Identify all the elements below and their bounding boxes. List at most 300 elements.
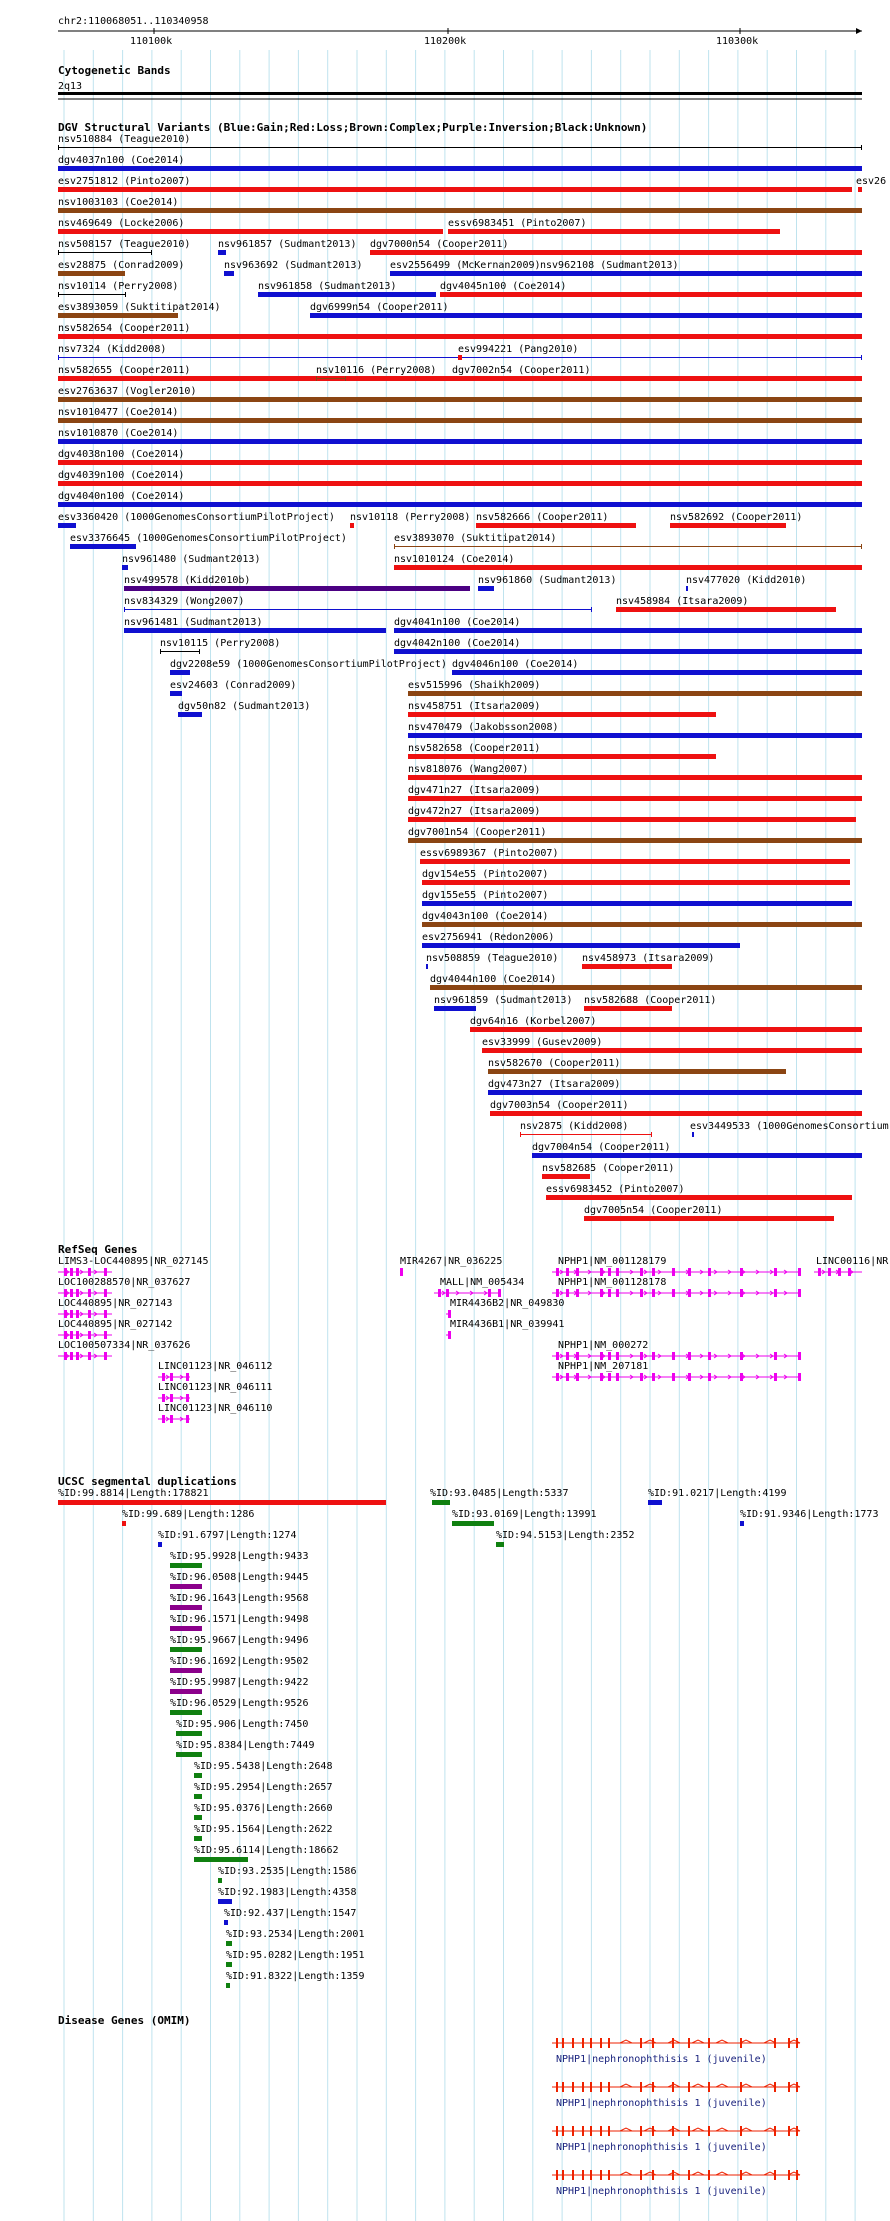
gene-exon <box>652 2126 654 2136</box>
dgv-feature-label: nsv1010870 (Coe2014) <box>58 428 179 439</box>
gene-exon <box>672 1268 675 1276</box>
gene-exon <box>672 1352 675 1360</box>
dgv-feature-label: dgv473n27 (Itsara2009) <box>488 1079 621 1090</box>
dgv-feature-label: nsv2875 (Kidd2008) <box>520 1121 629 1132</box>
gene-exon <box>556 1289 559 1297</box>
refseq-gene-model[interactable] <box>552 1373 801 1381</box>
dgv-variant-bar[interactable] <box>58 460 862 465</box>
dgv-variant-bar[interactable] <box>390 271 540 276</box>
dgv-variant-cap <box>58 355 59 360</box>
segdup-feature-label: %ID:96.1571|Length:9498 <box>170 1614 309 1625</box>
refseq-gene-label: LINC01123|NR_046111 <box>158 1382 273 1393</box>
gene-exon <box>608 1373 611 1381</box>
gene-exon <box>582 2082 584 2092</box>
segdup-bar[interactable] <box>122 1521 126 1526</box>
gene-exon <box>556 2170 558 2180</box>
dgv-variant-bar[interactable] <box>408 754 716 759</box>
segdup-feature-label: %ID:95.2954|Length:2657 <box>194 1782 333 1793</box>
dgv-variant-bar[interactable] <box>582 964 672 969</box>
dgv-variant-bar[interactable] <box>58 208 862 213</box>
segdup-bar[interactable] <box>176 1752 202 1757</box>
ruler-tick-label: 110200k <box>424 36 467 47</box>
segdup-feature-label: %ID:95.0282|Length:1951 <box>226 1950 365 1961</box>
dgv-variant-bar[interactable] <box>422 943 740 948</box>
dgv-variant-bar[interactable] <box>422 880 850 885</box>
dgv-variant-bar[interactable] <box>58 502 862 507</box>
cytoband-bar[interactable] <box>58 92 862 95</box>
dgv-variant-bar[interactable] <box>58 418 862 423</box>
segdup-bar[interactable] <box>170 1710 202 1715</box>
gene-exon <box>186 1415 189 1423</box>
dgv-variant-bar[interactable] <box>408 775 862 780</box>
dgv-variant-bar[interactable] <box>452 670 862 675</box>
dgv-variant-bar[interactable] <box>58 334 862 339</box>
segdup-bar[interactable] <box>452 1521 494 1526</box>
refseq-gene-model[interactable] <box>446 1310 451 1318</box>
dgv-variant-bar[interactable] <box>58 523 76 528</box>
gene-exon <box>672 2170 674 2180</box>
dgv-variant-bar[interactable] <box>408 838 862 843</box>
dgv-variant-bar[interactable] <box>420 859 850 864</box>
dgv-variant-bar[interactable] <box>858 187 862 192</box>
gene-exon <box>562 2170 564 2180</box>
dgv-variant-bar[interactable] <box>422 901 852 906</box>
segdup-feature-label: %ID:92.1983|Length:4358 <box>218 1887 357 1898</box>
omim-gene-label: NPHP1|nephronophthisis 1 (juvenile) <box>556 2142 767 2153</box>
dgv-feature-label: nsv1003103 (Coe2014) <box>58 197 179 208</box>
dgv-variant-bar[interactable] <box>478 586 494 591</box>
dgv-variant-bar[interactable] <box>422 922 862 927</box>
dgv-feature-label: esv2751812 (Pinto2007) <box>58 176 191 187</box>
gene-exon <box>688 1289 691 1297</box>
segdup-bar[interactable] <box>158 1542 162 1547</box>
dgv-variant-cap <box>316 376 317 381</box>
dgv-track <box>58 121 889 1221</box>
segdup-feature-label: %ID:93.0485|Length:5337 <box>430 1488 569 1499</box>
gene-exon <box>796 2170 798 2180</box>
gene-exon <box>556 2126 558 2136</box>
refseq-gene-model[interactable] <box>434 1289 501 1297</box>
segdup-bar[interactable] <box>176 1731 202 1736</box>
dgv-feature-label: dgv4043n100 (Coe2014) <box>422 911 549 922</box>
segdup-feature-label: %ID:93.2535|Length:1586 <box>218 1866 357 1877</box>
segdup-bar[interactable] <box>218 1899 232 1904</box>
gene-exon <box>774 1373 777 1381</box>
dgv-variant-cap <box>58 145 59 150</box>
dgv-variant-bar[interactable] <box>350 523 354 528</box>
dgv-feature-label: nsv10115 (Perry2008) <box>160 638 281 649</box>
dgv-variant-bar[interactable] <box>394 649 862 654</box>
gene-exon <box>70 1331 73 1339</box>
gene-exon <box>104 1289 107 1297</box>
dgv-variant-cap <box>394 544 395 549</box>
gene-exon <box>818 1268 821 1276</box>
dgv-variant-bar[interactable] <box>124 609 592 610</box>
gene-exon <box>76 1331 79 1339</box>
dgv-feature-label: nsv582692 (Cooper2011) <box>670 512 803 523</box>
dgv-feature-label: nsv499578 (Kidd2010b) <box>124 575 251 586</box>
gene-exon <box>556 1352 559 1360</box>
gene-exon <box>590 2082 592 2092</box>
gene-exon <box>616 1289 619 1297</box>
gene-exon <box>688 2038 690 2048</box>
segdup-bar[interactable] <box>194 1773 202 1778</box>
gene-exon <box>608 1268 611 1276</box>
dgv-variant-cap <box>651 1132 652 1137</box>
omim-gene-model[interactable] <box>552 2126 800 2136</box>
refseq-gene-label: NPHP1|NM_000272 <box>558 1340 649 1351</box>
gene-exon <box>708 1268 711 1276</box>
gene-exon <box>774 2170 776 2180</box>
dgv-variant-bar[interactable] <box>692 1132 694 1137</box>
dgv-variant-bar[interactable] <box>490 1111 862 1116</box>
refseq-gene-model[interactable] <box>58 1268 112 1276</box>
gene-exon <box>798 1268 801 1276</box>
gene-exon <box>600 1268 603 1276</box>
dgv-feature-label: esv33999 (Gusev2009) <box>482 1037 603 1048</box>
refseq-gene-model[interactable] <box>158 1415 190 1423</box>
dgv-feature-label: nsv458984 (Itsara2009) <box>616 596 749 607</box>
gene-exon <box>582 2126 584 2136</box>
dgv-track-title[interactable]: DGV Structural Variants (Blue:Gain;Red:Loss;Brown:Complex;Purple:Inversion;Black:Unknown) <box>58 121 648 134</box>
segdup-bar[interactable] <box>432 1500 450 1505</box>
dgv-feature-label: dgv2208e59 (1000GenomesConsortiumPilotProject) <box>170 659 447 670</box>
gene-exon <box>616 1268 619 1276</box>
dgv-variant-bar[interactable] <box>58 147 862 148</box>
segdup-bar[interactable] <box>170 1563 202 1568</box>
gene-exon <box>572 2126 574 2136</box>
gene-exon <box>838 1268 841 1276</box>
segdup-bar[interactable] <box>648 1500 662 1505</box>
gene-exon <box>576 1352 579 1360</box>
gene-exon <box>688 1268 691 1276</box>
gene-exon <box>708 2082 710 2092</box>
dgv-variant-bar[interactable] <box>540 271 862 276</box>
gene-exon <box>600 1373 603 1381</box>
refseq-gene-model[interactable] <box>446 1331 451 1339</box>
segdup-bar[interactable] <box>170 1626 202 1631</box>
gene-exon <box>708 2170 710 2180</box>
gene-exon <box>740 1352 743 1360</box>
dgv-variant-bar[interactable] <box>532 1153 862 1158</box>
segdup-bar[interactable] <box>218 1878 222 1883</box>
refseq-gene-model[interactable] <box>400 1268 403 1276</box>
refseq-gene-model[interactable] <box>58 1352 112 1360</box>
dgv-variant-bar[interactable] <box>408 817 856 822</box>
gene-exon <box>562 2082 564 2092</box>
refseq-gene-model[interactable] <box>58 1331 112 1339</box>
dgv-variant-bar[interactable] <box>408 796 862 801</box>
dgv-feature-label: nsv469649 (Locke2006) <box>58 218 185 229</box>
omim-gene-model[interactable] <box>552 2038 800 2048</box>
gene-exon <box>88 1331 91 1339</box>
dgv-variant-bar[interactable] <box>258 292 436 297</box>
dgv-variant-bar[interactable] <box>58 187 852 192</box>
omim-gene-label: NPHP1|nephronophthisis 1 (juvenile) <box>556 2098 767 2109</box>
segdup-feature-label: %ID:96.0508|Length:9445 <box>170 1572 309 1583</box>
dgv-variant-bar[interactable] <box>58 252 152 253</box>
gene-exon <box>708 1352 711 1360</box>
dgv-variant-bar[interactable] <box>58 229 443 234</box>
dgv-variant-bar[interactable] <box>394 565 862 570</box>
dgv-variant-bar[interactable] <box>476 523 636 528</box>
dgv-feature-label: dgv4045n100 (Coe2014) <box>440 281 567 292</box>
gene-exon <box>608 2082 610 2092</box>
dgv-variant-cap <box>591 607 592 612</box>
segdup-bar[interactable] <box>170 1668 202 1673</box>
segdup-feature-label: %ID:91.8322|Length:1359 <box>226 1971 365 1982</box>
dgv-variant-bar[interactable] <box>310 313 862 318</box>
dgv-variant-bar[interactable] <box>434 1006 476 1011</box>
refseq-gene-model[interactable] <box>158 1394 190 1402</box>
dgv-feature-label: esv994221 (Pang2010) <box>458 344 579 355</box>
dgv-variant-bar[interactable] <box>686 586 688 591</box>
gene-exon <box>88 1289 91 1297</box>
dgv-feature-label: nsv470479 (Jakobsson2008) <box>408 722 559 733</box>
dgv-variant-cap <box>58 250 59 255</box>
dgv-variant-bar[interactable] <box>124 586 470 591</box>
segdup-feature-label: %ID:95.9667|Length:9496 <box>170 1635 309 1646</box>
segdup-bar[interactable] <box>226 1941 232 1946</box>
segdup-bar[interactable] <box>496 1542 504 1547</box>
dgv-variant-bar[interactable] <box>58 481 862 486</box>
gene-exon <box>76 1268 79 1276</box>
dgv-feature-label: nsv582670 (Cooper2011) <box>488 1058 621 1069</box>
refseq-gene-model[interactable] <box>158 1373 190 1381</box>
dgv-variant-bar[interactable] <box>316 378 346 379</box>
dgv-variant-bar[interactable] <box>122 565 128 570</box>
dgv-variant-bar[interactable] <box>224 271 234 276</box>
segdup-feature-label: %ID:95.5438|Length:2648 <box>194 1761 333 1772</box>
dgv-variant-bar[interactable] <box>670 523 786 528</box>
gene-exon <box>590 2126 592 2136</box>
cytoband-track-title[interactable]: Cytogenetic Bands <box>58 64 171 77</box>
gene-exon <box>788 2126 790 2136</box>
gene-exon <box>446 1289 449 1297</box>
dgv-variant-bar[interactable] <box>546 1195 852 1200</box>
dgv-feature-label: nsv818076 (Wang2007) <box>408 764 529 775</box>
dgv-feature-label: nsv477020 (Kidd2010) <box>686 575 807 586</box>
dgv-feature-label: nsv508157 (Teague2010) <box>58 239 191 250</box>
gene-exon <box>566 1352 569 1360</box>
refseq-gene-label: LOC440895|NR_027143 <box>58 1298 173 1309</box>
segdup-track-title[interactable]: UCSC segmental duplications <box>58 1475 237 1488</box>
dgv-variant-bar[interactable] <box>124 628 386 633</box>
refseq-gene-model[interactable] <box>58 1289 112 1297</box>
dgv-variant-bar[interactable] <box>58 271 125 276</box>
gene-exon <box>162 1415 165 1423</box>
dgv-variant-bar[interactable] <box>440 292 862 297</box>
dgv-variant-bar[interactable] <box>370 250 862 255</box>
dgv-variant-bar[interactable] <box>408 691 862 696</box>
omim-track-title[interactable]: Disease Genes (OMIM) <box>58 2014 191 2027</box>
refseq-gene-label: LINC00116|NR <box>816 1256 889 1267</box>
segdup-feature-label: %ID:95.906|Length:7450 <box>176 1719 309 1730</box>
dgv-variant-cap <box>861 355 862 360</box>
segdup-bar[interactable] <box>224 1920 228 1925</box>
refseq-gene-label: NPHP1|NM_001128178 <box>558 1277 667 1288</box>
gene-exon <box>652 1373 655 1381</box>
refseq-track-title[interactable]: RefSeq Genes <box>58 1243 138 1256</box>
gene-exon <box>582 2038 584 2048</box>
segdup-bar[interactable] <box>170 1689 202 1694</box>
dgv-variant-bar[interactable] <box>488 1069 786 1074</box>
refseq-gene-model[interactable] <box>58 1310 112 1318</box>
dgv-feature-label: dgv471n27 (Itsara2009) <box>408 785 541 796</box>
segdup-bar[interactable] <box>194 1815 202 1820</box>
segdup-bar[interactable] <box>226 1962 232 1967</box>
segdup-bar[interactable] <box>58 1500 386 1505</box>
gene-exon <box>64 1331 67 1339</box>
refseq-track <box>58 1243 889 1423</box>
dgv-variant-bar[interactable] <box>170 670 190 675</box>
segdup-bar[interactable] <box>194 1857 248 1862</box>
gene-exon <box>796 2038 798 2048</box>
dgv-feature-label: nsv510884 (Teague2010) <box>58 134 191 145</box>
dgv-variant-bar[interactable] <box>58 313 178 318</box>
dgv-feature-label: nsv961857 (Sudmant2013) <box>218 239 357 250</box>
gene-exon <box>64 1352 67 1360</box>
refseq-gene-label: LIMS3-LOC440895|NR_027145 <box>58 1256 209 1267</box>
refseq-gene-label: NPHP1|NM_001128179 <box>558 1256 667 1267</box>
refseq-gene-label: LOC440895|NR_027142 <box>58 1319 173 1330</box>
dgv-variant-bar[interactable] <box>584 1006 672 1011</box>
dgv-variant-bar[interactable] <box>616 607 836 612</box>
dgv-variant-bar[interactable] <box>178 712 202 717</box>
dgv-feature-label: dgv4041n100 (Coe2014) <box>394 617 521 628</box>
gene-exon <box>64 1310 67 1318</box>
dgv-feature-label: dgv154e55 (Pinto2007) <box>422 869 549 880</box>
segdup-bar[interactable] <box>226 1983 230 1988</box>
gene-exon <box>170 1415 173 1423</box>
dgv-variant-bar[interactable] <box>218 250 226 255</box>
dgv-variant-bar[interactable] <box>426 964 428 969</box>
dgv-variant-bar[interactable] <box>470 1027 862 1032</box>
refseq-gene-label: MIR4436B2|NR_049830 <box>450 1298 565 1309</box>
cytoband-label: 2q13 <box>58 81 83 92</box>
gene-exon <box>600 2170 602 2180</box>
segdup-bar[interactable] <box>194 1836 202 1841</box>
gene-exon <box>600 2126 602 2136</box>
dgv-variant-bar[interactable] <box>584 1216 834 1221</box>
dgv-variant-bar[interactable] <box>488 1090 862 1095</box>
dgv-variant-bar[interactable] <box>170 691 182 696</box>
dgv-feature-label: nsv834329 (Wong2007) <box>124 596 245 607</box>
gene-exon <box>104 1352 107 1360</box>
dgv-feature-label: esv515996 (Shaikh2009) <box>408 680 541 691</box>
gene-exon <box>170 1373 173 1381</box>
dgv-variant-bar[interactable] <box>430 985 862 990</box>
dgv-variant-bar[interactable] <box>394 546 862 547</box>
gene-exon <box>774 2038 776 2048</box>
gene-exon <box>688 2126 690 2136</box>
gene-exon <box>652 1352 655 1360</box>
dgv-variant-bar[interactable] <box>160 651 200 652</box>
dgv-variant-bar[interactable] <box>408 712 716 717</box>
gene-exon <box>76 1289 79 1297</box>
gene-exon <box>556 2082 558 2092</box>
gene-exon <box>774 1268 777 1276</box>
dgv-variant-bar[interactable] <box>58 166 862 171</box>
refseq-gene-label: LOC100507334|NR_037626 <box>58 1340 191 1351</box>
dgv-variant-bar[interactable] <box>542 1174 590 1179</box>
ruler-arrow-right-icon <box>856 28 862 34</box>
ruler-tick-label: 110300k <box>716 36 759 47</box>
dgv-feature-label: dgv6999n54 (Cooper2011) <box>310 302 449 313</box>
dgv-feature-label: dgv4046n100 (Coe2014) <box>452 659 579 670</box>
gene-exon <box>572 2170 574 2180</box>
gene-exon <box>608 1352 611 1360</box>
gene-exon <box>104 1331 107 1339</box>
dgv-feature-label: nsv962108 (Sudmant2013) <box>540 260 679 271</box>
refseq-gene-model[interactable] <box>552 1289 801 1297</box>
dgv-feature-label: nsv10116 (Perry2008) <box>316 365 437 376</box>
dgv-variant-bar[interactable] <box>458 355 462 360</box>
dgv-feature-label: nsv1010477 (Coe2014) <box>58 407 179 418</box>
segdup-bar[interactable] <box>740 1521 744 1526</box>
dgv-variant-bar[interactable] <box>70 544 136 549</box>
gene-exon <box>600 1289 603 1297</box>
gene-exon <box>688 1352 691 1360</box>
dgv-variant-cap <box>520 1132 521 1137</box>
gene-exon <box>590 2170 592 2180</box>
gene-exon <box>64 1289 67 1297</box>
segdup-bar[interactable] <box>170 1584 202 1589</box>
gene-exon <box>556 1373 559 1381</box>
dgv-variant-bar[interactable] <box>58 294 126 295</box>
dgv-feature-label: dgv4038n100 (Coe2014) <box>58 449 185 460</box>
dgv-variant-bar[interactable] <box>482 1048 862 1053</box>
gene-exon <box>774 1352 777 1360</box>
dgv-variant-bar[interactable] <box>408 733 862 738</box>
dgv-feature-label: dgv4042n100 (Coe2014) <box>394 638 521 649</box>
dgv-variant-bar[interactable] <box>452 376 862 381</box>
gene-exon <box>798 1373 801 1381</box>
segdup-bar[interactable] <box>170 1605 202 1610</box>
gene-exon <box>688 1373 691 1381</box>
dgv-feature-label: esv2763637 (Vogler2010) <box>58 386 197 397</box>
segdup-feature-label: %ID:93.0169|Length:13991 <box>452 1509 597 1520</box>
dgv-variant-bar[interactable] <box>58 439 862 444</box>
gene-exon <box>640 1268 643 1276</box>
dgv-variant-bar[interactable] <box>520 1134 652 1135</box>
dgv-variant-bar[interactable] <box>58 397 862 402</box>
ruler-tick-label: 110100k <box>130 36 173 47</box>
gene-exon <box>740 1268 743 1276</box>
segdup-bar[interactable] <box>170 1647 202 1652</box>
segdup-bar[interactable] <box>194 1794 202 1799</box>
omim-gene-model[interactable] <box>552 2170 800 2180</box>
refseq-gene-model[interactable] <box>552 1352 801 1360</box>
gene-exon <box>652 2038 654 2048</box>
gene-exon <box>740 1289 743 1297</box>
segdup-feature-label: %ID:91.9346|Length:1773 <box>740 1509 879 1520</box>
gene-exon <box>488 1289 491 1297</box>
gene-exon <box>608 2126 610 2136</box>
refseq-gene-label: LINC01123|NR_046110 <box>158 1403 273 1414</box>
segdup-feature-label: %ID:95.8384|Length:7449 <box>176 1740 315 1751</box>
omim-gene-model[interactable] <box>552 2082 800 2092</box>
gene-exon <box>640 2126 642 2136</box>
refseq-gene-model[interactable] <box>552 1268 801 1276</box>
dgv-feature-label: nsv582666 (Cooper2011) <box>476 512 609 523</box>
refseq-gene-label: LOC100288570|NR_037627 <box>58 1277 191 1288</box>
dgv-variant-bar[interactable] <box>394 628 862 633</box>
gene-exon <box>162 1373 165 1381</box>
dgv-variant-bar[interactable] <box>448 229 780 234</box>
gene-exon <box>562 2126 564 2136</box>
segdup-feature-label: %ID:95.6114|Length:18662 <box>194 1845 339 1856</box>
